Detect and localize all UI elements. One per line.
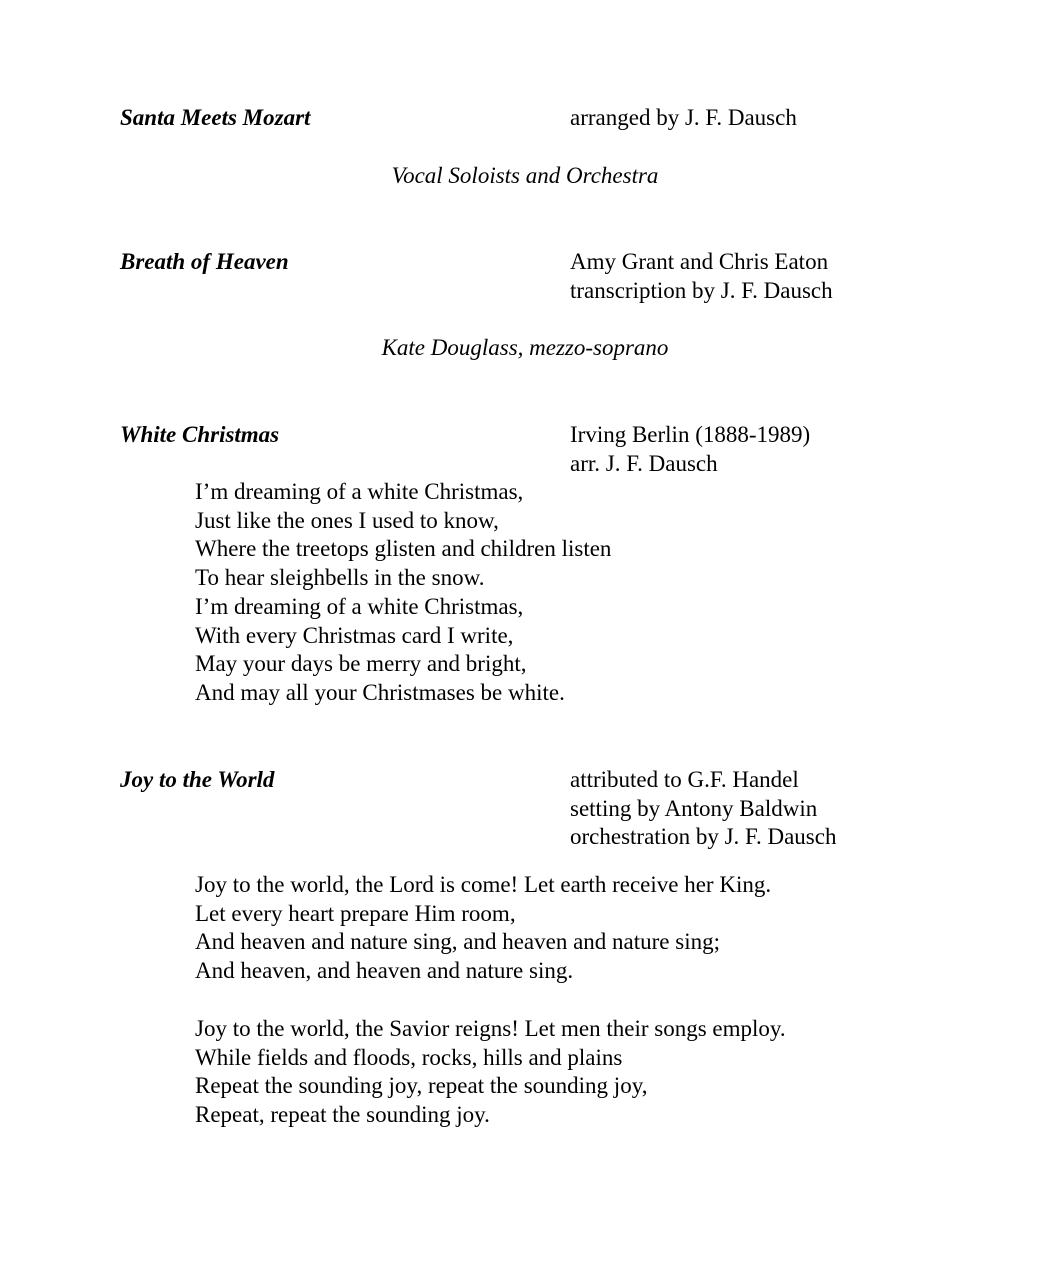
credit-line: Amy Grant and Chris Eaton [570, 249, 829, 274]
lyrics-white-christmas [195, 478, 611, 708]
lyric-line: To hear sleighbells in the snow. [195, 565, 485, 591]
lyric-line: Repeat the sounding joy, repeat the sounding joy, [195, 1073, 648, 1099]
piece-credits-joy-to-the-world [570, 766, 836, 852]
piece-credits-santa-meets-mozart [570, 104, 797, 133]
piece-credits-white-christmas [570, 421, 810, 478]
lyric-line: Repeat, repeat the sounding joy. [195, 1102, 490, 1128]
lyric-line: And heaven, and heaven and nature sing. [195, 958, 574, 984]
lyrics-joy-to-the-world-verse-2 [195, 1015, 786, 1130]
lyric-line: Joy to the world, the Savior reigns! Let men their songs employ. [195, 1016, 786, 1041]
performer-breath-of-heaven: Kate Douglass, mezzo-soprano [381, 335, 669, 360]
performer-santa-meets-mozart: Vocal Soloists and Orchestra [391, 163, 659, 188]
credit-line: Irving Berlin (1888-1989) [570, 422, 811, 447]
lyric-line: Joy to the world, the Lord is come! Let earth receive her King. [195, 872, 772, 897]
piece-title-white-christmas: White Christmas [120, 422, 280, 447]
lyric-line: And heaven and nature sing, and heaven and nature sing; [195, 929, 720, 955]
lyric-line: Just like the ones I used to know, [195, 507, 499, 533]
credit-line: arr. J. F. Dausch [570, 450, 718, 476]
lyric-line: And may all your Christmases be white. [195, 679, 565, 705]
credit-line: setting by Antony Baldwin [570, 795, 818, 821]
piece-credits-breath-of-heaven [570, 248, 833, 305]
piece-title-breath-of-heaven: Breath of Heaven [120, 249, 289, 274]
credit-line: arranged by J. F. Dausch [570, 105, 797, 130]
piece-title-santa-meets-mozart: Santa Meets Mozart [120, 105, 311, 130]
lyric-line: With every Christmas card I write, [195, 622, 514, 648]
lyric-line: May your days be merry and bright, [195, 651, 527, 677]
lyrics-joy-to-the-world-verse-1 [195, 871, 771, 986]
lyric-line: Where the treetops glisten and children listen [195, 536, 612, 562]
piece-title-joy-to-the-world: Joy to the World [120, 767, 275, 792]
credit-line: transcription by J. F. Dausch [570, 277, 833, 303]
lyric-line: I’m dreaming of a white Christmas, [195, 479, 524, 504]
lyric-line: I’m dreaming of a white Christmas, [195, 593, 524, 619]
credit-line: attributed to G.F. Handel [570, 767, 799, 792]
lyric-line: While fields and floods, rocks, hills and plains [195, 1044, 623, 1070]
credit-line: orchestration by J. F. Dausch [570, 824, 837, 850]
lyric-line: Let every heart prepare Him room, [195, 900, 516, 926]
